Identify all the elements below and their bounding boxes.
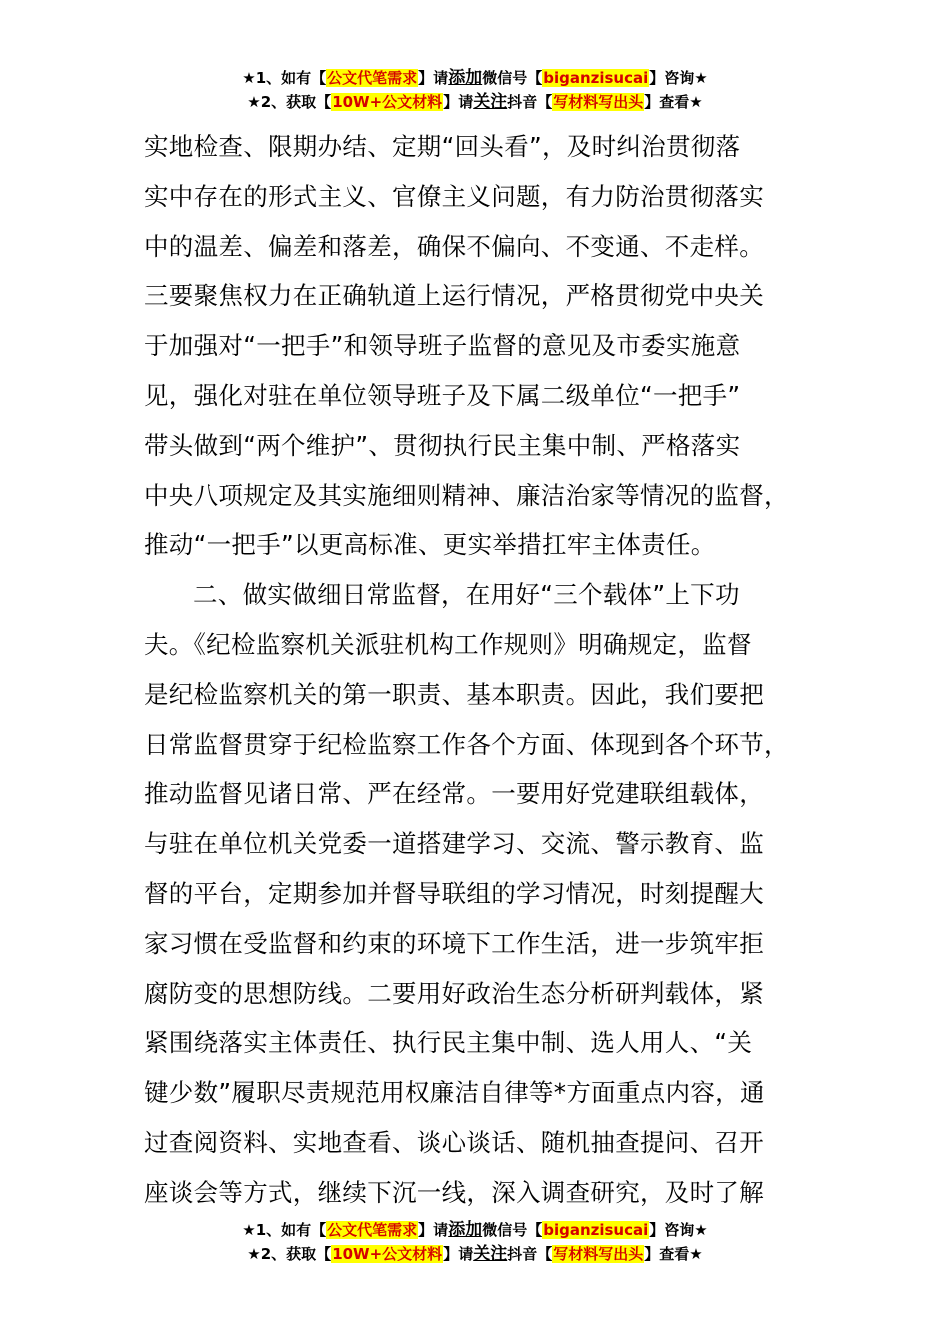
- text-line: 见，强化对驻在单位领导班子及下属二级单位“一把手”: [144, 380, 741, 410]
- header-banner: [0, 66, 950, 114]
- text-line: 推动“一把手”以更高标准、更实举措扛牢主体责任。: [144, 530, 716, 560]
- document-body: [144, 122, 814, 1218]
- highlight-materials: 10W+公文材料: [332, 1245, 443, 1263]
- text-line: 过查阅资料、实地查看、谈心谈话、随机抽查提问、召开: [144, 1127, 764, 1157]
- text-line: 中的温差、偏差和落差，确保不偏向、不变通、不走样。: [144, 231, 764, 261]
- banner-line-2: ★2、获取【10W+公文材料】请关注抖音【写材料写出头】查看★: [247, 92, 703, 112]
- footer-banner: [0, 1218, 950, 1266]
- text-line: 于加强对“一把手”和领导班子监督的意见及市委实施意: [144, 331, 741, 361]
- highlight-service: 公文代笔需求: [327, 1221, 418, 1239]
- text-line: 夫。《纪检监察机关派驻机构工作规则》明确规定，监督: [144, 629, 752, 659]
- banner-line-1: ★1、如有【公文代笔需求】请添加微信号【biganzisucai】咨询★: [242, 68, 708, 88]
- text-line: 推动监督见诸日常、严在经常。一要用好党建联组载体，: [144, 779, 764, 809]
- text-line: 家习惯在受监督和约束的环境下工作生活，进一步筑牢拒: [144, 928, 764, 958]
- text-line: 是纪检监察机关的第一职责、基本职责。因此，我们要把: [144, 679, 764, 709]
- highlight-service: 公文代笔需求: [327, 69, 418, 87]
- text-line: 中央八项规定及其实施细则精神、廉洁治家等情况的监督，: [144, 480, 789, 510]
- highlight-wechat-id: biganzisucai: [543, 1221, 649, 1239]
- text-line: 腐防变的思想防线。二要用好政治生态分析研判载体，紧: [144, 978, 764, 1008]
- section-heading-line: 二、做实做细日常监督，在用好“三个载体”上下功: [193, 580, 740, 610]
- text-line: 带头做到“两个维护”、贯彻执行民主集中制、严格落实: [144, 430, 741, 460]
- text-line: 座谈会等方式，继续下沉一线，深入调查研究，及时了解: [144, 1177, 764, 1207]
- highlight-materials: 10W+公文材料: [332, 93, 443, 111]
- highlight-wechat-id: biganzisucai: [543, 69, 649, 87]
- highlight-douyin-id: 写材料写出头: [553, 93, 644, 111]
- text-line: 日常监督贯穿于纪检监察工作各个方面、体现到各个环节，: [144, 729, 789, 759]
- text-line: 实地检查、限期办结、定期“回头看”，及时纠治贯彻落: [144, 132, 741, 161]
- highlight-douyin-id: 写材料写出头: [553, 1245, 644, 1263]
- banner-line-1: ★1、如有【公文代笔需求】请添加微信号【biganzisucai】咨询★: [242, 1220, 708, 1240]
- text-line: 实中存在的形式主义、官僚主义问题，有力防治贯彻落实: [144, 181, 764, 211]
- text-line: 键少数”履职尽责规范用权廉洁自律等*方面重点内容，通: [144, 1078, 765, 1108]
- banner-line-2: ★2、获取【10W+公文材料】请关注抖音【写材料写出头】查看★: [247, 1244, 703, 1264]
- text-line: 与驻在单位机关党委一道搭建学习、交流、警示教育、监: [144, 829, 764, 859]
- text-line: 紧围绕落实主体责任、执行民主集中制、选人用人、“关: [144, 1028, 753, 1058]
- text-line: 三要聚焦权力在正确轨道上运行情况，严格贯彻党中央关: [144, 281, 764, 311]
- text-line: 督的平台，定期参加并督导联组的学习情况，时刻提醒大: [144, 878, 764, 908]
